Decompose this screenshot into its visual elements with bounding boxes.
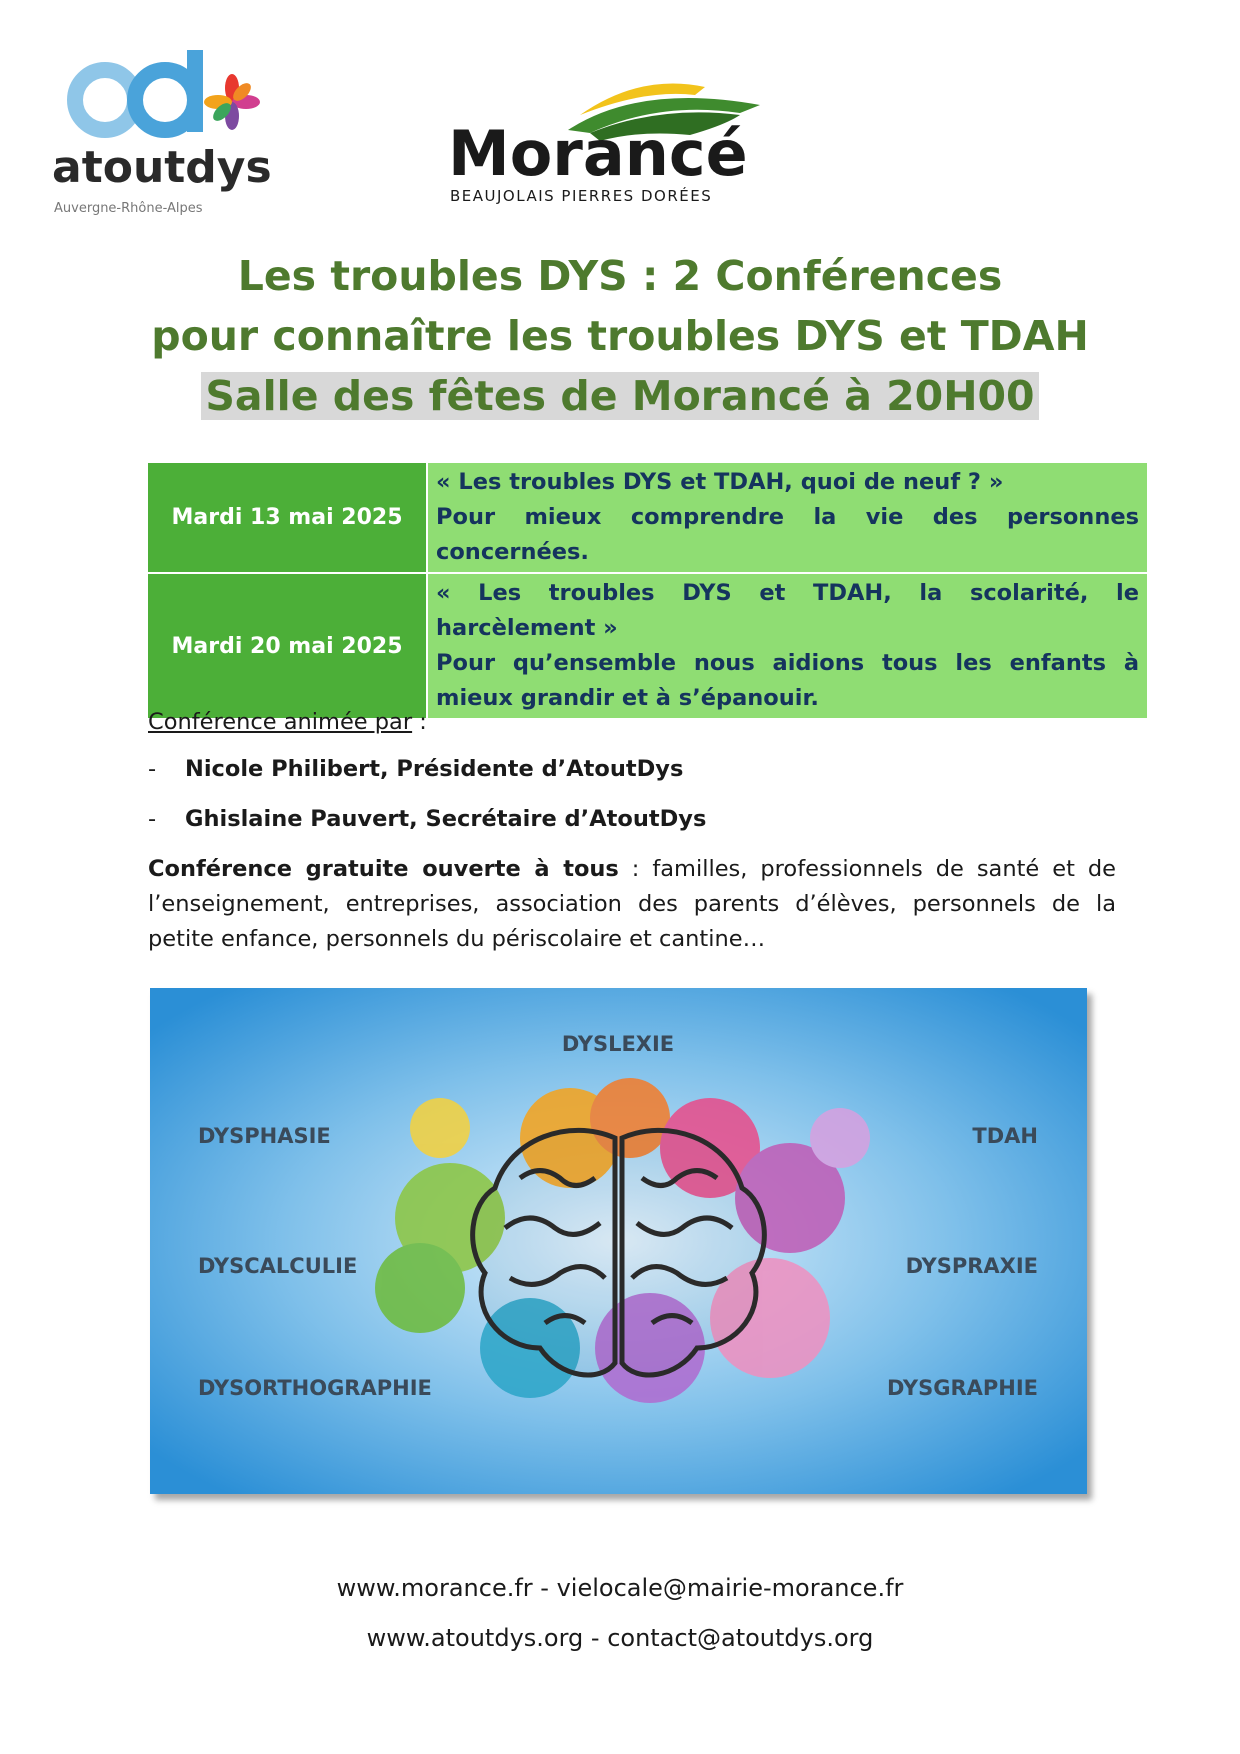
audience-lead: Conférence gratuite ouverte à tous bbox=[148, 856, 619, 882]
audience-paragraph bbox=[148, 852, 1116, 957]
schedule-description bbox=[427, 573, 1148, 719]
atoutdys-region: Auvergne-Rhône-Alpes bbox=[54, 201, 203, 216]
morance-name: Morancé bbox=[448, 117, 748, 190]
speaker-item bbox=[148, 806, 706, 832]
audience-text: : familles, professionnels de santé et de l’enseignement, entreprises, association des parents d’élèves, personnels de la petite enfance, personnels du périscolaire et cantine… bbox=[148, 856, 1116, 952]
schedule-detail: Pour mieux comprendre la vie des personnes concernées. bbox=[436, 504, 1139, 565]
title-line-3 bbox=[0, 368, 1240, 424]
label-dysgraphie: DYSGRAPHIE bbox=[886, 1376, 1038, 1400]
schedule-row bbox=[147, 462, 1148, 573]
label-dyslexie: DYSLEXIE bbox=[561, 1032, 675, 1056]
dys-brain-illustration bbox=[150, 988, 1087, 1494]
label-dysorthographie: DYSORTHOGRAPHIE bbox=[198, 1376, 432, 1400]
schedule-row bbox=[147, 573, 1148, 719]
speaker-item bbox=[148, 756, 683, 782]
label-dysphasie: DYSPHASIE bbox=[198, 1124, 331, 1148]
list-dash: - bbox=[148, 756, 157, 782]
morance-logo bbox=[440, 75, 810, 210]
speaker-name: Ghislaine Pauvert, Secrétaire d’AtoutDys bbox=[185, 806, 707, 832]
schedule-topic: « Les troubles DYS et TDAH, la scolarité, le harcèlement » bbox=[436, 580, 1139, 641]
schedule-detail: Pour qu’ensemble nous aidions tous les enfants à mieux grandir et à s’épanouir. bbox=[436, 650, 1139, 711]
list-dash: - bbox=[148, 806, 157, 832]
host-label-suffix: : bbox=[412, 709, 427, 735]
label-dyscalculie: DYSCALCULIE bbox=[198, 1254, 358, 1278]
atoutdys-logo bbox=[50, 50, 290, 225]
morance-tagline: BEAUJOLAIS PIERRES DORÉES bbox=[450, 187, 713, 205]
title-line-1: Les troubles DYS : 2 Conférences bbox=[237, 252, 1003, 300]
atoutdys-name: atoutdys bbox=[52, 142, 272, 193]
venue-highlight: Salle des fêtes de Morancé à 20H00 bbox=[201, 372, 1038, 420]
schedule-topic: « Les troubles DYS et TDAH, quoi de neuf ? » bbox=[436, 469, 1004, 495]
host-label bbox=[148, 709, 427, 735]
footer-morance-contact: www.morance.fr - vielocale@mairie-morance.fr bbox=[336, 1574, 904, 1602]
footer-atoutdys-contact: www.atoutdys.org - contact@atoutdys.org bbox=[366, 1624, 874, 1652]
label-dyspraxie: DYSPRAXIE bbox=[905, 1254, 1038, 1278]
schedule-table bbox=[146, 461, 1149, 720]
host-label-text: Conférence animée par bbox=[148, 709, 413, 735]
speaker-name: Nicole Philibert, Présidente d’AtoutDys bbox=[185, 756, 684, 782]
title-line-2: pour connaître les troubles DYS et TDAH bbox=[151, 312, 1089, 360]
schedule-date: Mardi 20 mai 2025 bbox=[147, 573, 427, 719]
label-tdah: TDAH bbox=[972, 1124, 1038, 1148]
schedule-description bbox=[427, 462, 1148, 573]
schedule-date: Mardi 13 mai 2025 bbox=[147, 462, 427, 573]
